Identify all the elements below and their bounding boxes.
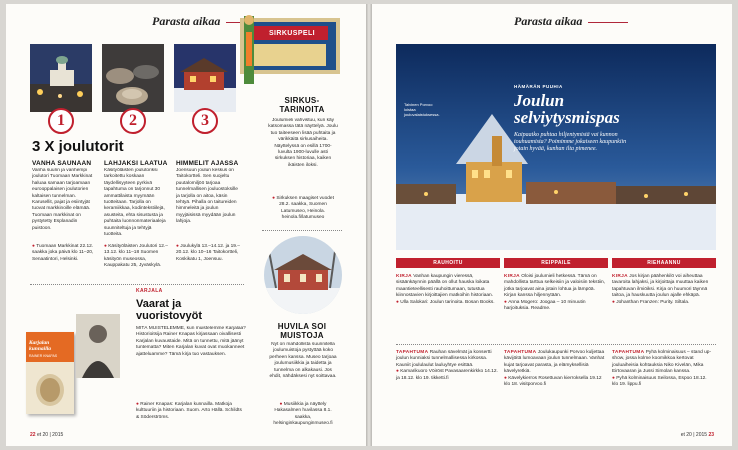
- huvila-info: ● Musiikkia ja näyttely Hakasalmen huvilassa 8.1. saakka, helsinginkaupunginmuseo.fi: [273, 402, 333, 427]
- book-author: RAINER KNAPAS: [29, 354, 58, 358]
- column-band-reippaile: REIPPAILE: [504, 258, 608, 268]
- karjala-info: ● Rainer Knapas: Karjalan kunnailla. Matkoja kulttuuriin ja historiaan. Suom. Arto Hällä. Schildts & Söderströms.: [136, 402, 242, 420]
- hero-kicker: HÄMÄRÄN PUUHIA: [514, 84, 563, 89]
- section-title: Parasta aikaa: [152, 14, 266, 29]
- divider: [396, 344, 716, 345]
- column-heading: VANHA SAUNAAN: [32, 160, 92, 167]
- page-footer: 22 et 20 | 2015: [30, 432, 64, 438]
- divider: [262, 230, 342, 231]
- column-heading: LAHJAKSI LAATUA: [104, 160, 168, 167]
- photo-circus-game: [234, 12, 346, 86]
- column-body: Joensuun joulun keskus on Taitokortteli. Sen suojeltu puutalomiljöö tarjoaa tunnelmallisen jouluostoksille ja tarjolla on aitoa, käsin tehtyä. Pihalla on taitureiden himmeleitä ja joulun myyjäisissä myydään joulun lahjoja.: [176, 168, 238, 225]
- karjala-title: Vaarat ja vuoristovyöt: [136, 298, 203, 322]
- photo-ceramics: [102, 44, 164, 112]
- grid-cell: KIRJA Jos kirjan päähenkilö voi aiheuttaa tavaroita lahjaksi, ja kirjoittaja muuttaa kaiken tapahtuvan ilmiöiksi. Kirja on huumori täynnä taitoa, ja hauskuutta joulun ajalle ehkäpä. ● Johanthan Franzen: Purity. Siltala.: [612, 274, 709, 305]
- number-badge: 3: [192, 108, 218, 134]
- book-title: Karjalan kunnailla: [29, 340, 52, 352]
- column-info: ● Käsityöläisten Joulutori 12.–13.12. klo 11–18 Suomen käsityön museossa, Kauppakatu 25, Jyväskylä.: [104, 244, 168, 269]
- grid-cell: TAPAHTUMA Joulukaupunki Porvoo kuljettaa kävijöitä lumoavaan joulun tunnelmaan. Vanhat kujat tarjoavat parasta, ja elämyksellisiä kävelyretkiä. ● Kävelykierros Rosettuvan kierroksella 19.12 klo 18. visitporvoo.fi: [504, 350, 605, 388]
- divider: [30, 284, 244, 285]
- number-badge: 2: [120, 108, 146, 134]
- column-band-rauhoitu: RAUHOITU: [396, 258, 500, 268]
- column-heading: HIMMELIT AJASSA: [176, 160, 239, 167]
- joulutorit-title: 3 X joulutorit: [32, 138, 124, 155]
- column-band-riehaannu: RIEHAANNU: [612, 258, 716, 268]
- book-portrait: [76, 314, 120, 378]
- grid-cell: TAPAHTUMA Rauhan sävelmät ja konsertti joulun kunniaksi tunnelmallisessa kirkossa. Kauniit joululaulut lauluyhtye esittää. ● Kamarikuoro Vöiröst Pavasaarenkirkko 14.12. ja 18.12. klo 19. tikketti.fi: [396, 350, 498, 381]
- photo-senate-square: [30, 44, 92, 112]
- photo-huvila: [264, 236, 342, 314]
- sirkus-info: ● Sirkuksen maagiset vuodet 28.2. saakka, Suomen Latumuseo, Heinola. heinola.fi/latumuseo: [272, 196, 334, 221]
- hero-photo-porvoo: [396, 44, 716, 250]
- huvila-title: HUVILA SOI MUISTOJA: [277, 322, 327, 340]
- book-cover: [26, 332, 74, 414]
- grid-cell: TAPAHTUMA Pyhä kolminaisuus – stand up-show, jossa kolme koomikkoa kertovat jouluaiheisia kohtauksia Niko Kivelän, Mika Eirtovaaran ja Jussi Simolan kanssa. ● Pyhä kolminaisuus Seilossa, Espoo 18.12. klo 19. lippu.fi: [612, 350, 712, 388]
- number-badge: 1: [48, 108, 74, 134]
- photo-himmeli-house: [174, 44, 236, 112]
- right-page: [372, 4, 732, 446]
- sirkus-body: Joulumieli vahvistuu, kun käy katsomassa tätä näyttelyä. Joulu tuo taiteeseen lisää puhtaita ja värikkäitä sirkusaiheita. Näyttelyssä on esillä 1700-luvulta 1900-luvulle asti sirkuksen historiaa, kaiken ikäisten iloksi.: [268, 118, 338, 168]
- column-body: Käsityöläisten joulutoriksi tarkoitettu koskaan täydellisyyteen pyrkivä tapahtuma on tarjonnut 30 ammattilaista myymään tuotteitaan. Tarjolla on keramiikkaa, kodintekstiilejä, asusteita, ehta sisustusta ja puhtaita luonnonmateriaaleja suunniteltuja ja tehtyjä tuotteita.: [104, 168, 166, 238]
- circus-sign: SIRKUSPELI: [268, 30, 315, 37]
- column-body: Vanha suurin ja vanhempi joulutori Tuomaan Markkinat haluaa samaan tarjoamaan eurooppalaisen joulutorien kaltaisen tunnelman. Karusellit, pajat ja esiintyjät tuovat markkinoille elämää. Tuomaan markkinat on pystytetty Esplanadin puistoon.: [32, 168, 93, 231]
- huvila-body: Nyt on mahdollista suunnitella joulumuistoja pystyttää koko perheen kanssa. Museo tarjoaa joulumusiikkia ja taidetta ja tunnelma on alkakausi. Jos ehdit, nähdäksesi nyt soittavaa.: [269, 342, 337, 380]
- left-page: [6, 4, 366, 446]
- grid-cell: KIRJA Oloisi joulumieli hetkessä. Tämä on mahdollista tarttua selkeisiin ja valoisiin tekstiin, jotka tarjoavat aina jotain lohtua ja lämpöä. Kirjan kanssa hiljennytään. ● Anna Mogero: Joogaa – 10 minuutin harjoituksia. Readme.: [504, 274, 606, 312]
- karjala-body: MITÄ MUISTELEMME, kun muistelemme Karjalaa? Historioitsija Rainer Knapas kirjassaan oivallisesti Karjalan kuvaustaide. Mitä on tunnettu, mitä jäänyt tuntematta? Miten Karjalan kuvat ovat muokanneet ajatteluamme? Tämä kirja tuo vastauksen.: [136, 326, 246, 357]
- column-info: ● Joulukylä 13.–14.12. ja 19.–20.12. klo 10–16 Taitokortteli, Koskikatu 1, Joensuu.: [176, 244, 240, 262]
- column-info: ● Tuomaan Markkinat 22.12. saakka joka päivä klo 11–20, Senaatintori, Helsinki.: [32, 244, 94, 262]
- hero-caption: Talvinen Porvoo loistaa jouluvalaistuksessa.: [404, 102, 440, 117]
- karjala-kicker: KARJALA: [136, 288, 163, 294]
- page-footer: et 20 | 2015 23: [680, 432, 714, 438]
- sirkus-title: SIRKUS- TARINOITA: [279, 96, 325, 114]
- section-title: Parasta aikaa: [514, 14, 628, 29]
- hero-lead: Kaipaatko puhtaa hiljentymistä vai kunnon touhuamista? Poimimme jokaiseen kaupunkiin jotain hyvää, kunhan ilta pimenee.: [514, 132, 627, 152]
- hero-title: Joulun selviytysmispas: [514, 91, 620, 127]
- grid-cell: KIRJA Vanhan kaupungin vieressä, sisäänkäynnin päällä on ollut hauska loikata maantieteellisesti rauhoittumaan, tutustua kiinnostavien kirjoittajien matkoihin historiaan. ● Ulla Salokari: Joulun tarinoita. Bosan Books.: [396, 274, 495, 305]
